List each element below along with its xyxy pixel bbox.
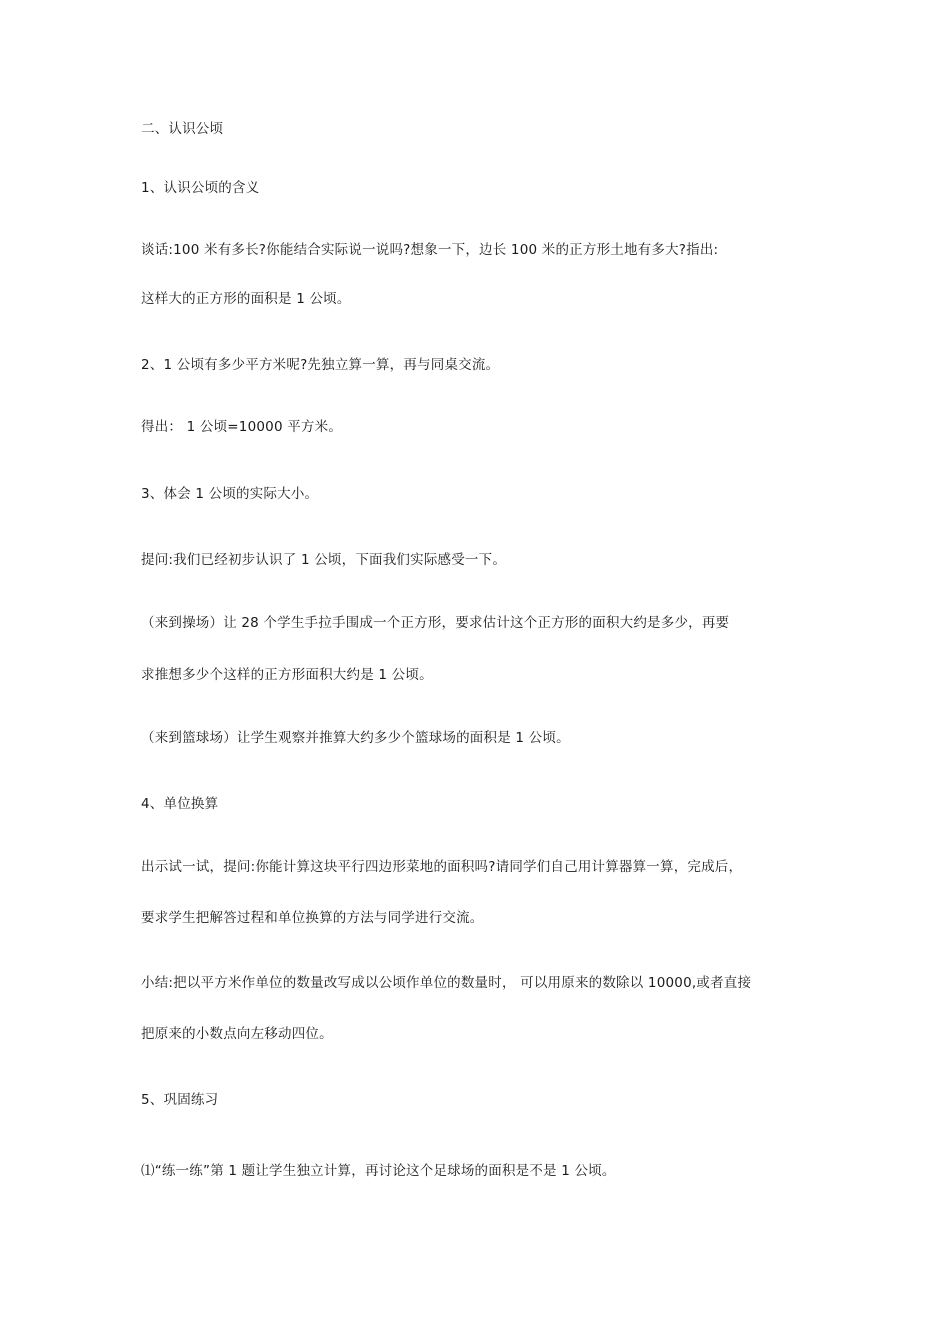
paragraph-line: 这样大的正方形的面积是 1 公顷。	[141, 291, 351, 307]
paragraph-line: 把原来的小数点向左移动四位。	[141, 1026, 333, 1042]
paragraph-line: 得出： 1 公顷=10000 平方米。	[141, 419, 343, 435]
paragraph-line: 提问:我们已经初步认识了 1 公顷，下面我们实际感受一下。	[141, 552, 507, 568]
section-heading: 二、认识公顷	[141, 121, 224, 137]
paragraph-line: 求推想多少个这样的正方形面积大约是 1 公顷。	[141, 667, 433, 683]
paragraph-line: （来到操场）让 28 个学生手拉手围成一个正方形，要求估计这个正方形的面积大约是多少，再要	[141, 615, 730, 631]
paragraph-line: 小结:把以平方米作单位的数量改写成以公顷作单位的数量时， 可以用原来的数除以 10000,或者直接	[141, 975, 752, 991]
paragraph-line: 谈话:100 米有多长?你能结合实际说一说吗?想象一下，边长 100 米的正方形土地有多大?指出:	[141, 242, 719, 258]
paragraph-line: 出示试一试，提问:你能计算这块平行四边形菜地的面积吗?请同学们自己用计算器算一算，完成后，	[141, 859, 743, 875]
subheading: 5、巩固练习	[141, 1092, 219, 1108]
paragraph-line: ⑴“练一练”第 1 题让学生独立计算，再讨论这个足球场的面积是不是 1 公顷。	[141, 1163, 616, 1179]
subheading: 2、1 公顷有多少平方米呢?先独立算一算，再与同桌交流。	[141, 357, 500, 373]
subheading: 4、单位换算	[141, 796, 219, 812]
subheading: 1、认识公顷的含义	[141, 180, 260, 196]
subheading: 3、体会 1 公顷的实际大小。	[141, 486, 319, 502]
paragraph-line: 要求学生把解答过程和单位换算的方法与同学进行交流。	[141, 910, 484, 926]
paragraph-line: （来到篮球场）让学生观察并推算大约多少个篮球场的面积是 1 公顷。	[141, 730, 570, 746]
